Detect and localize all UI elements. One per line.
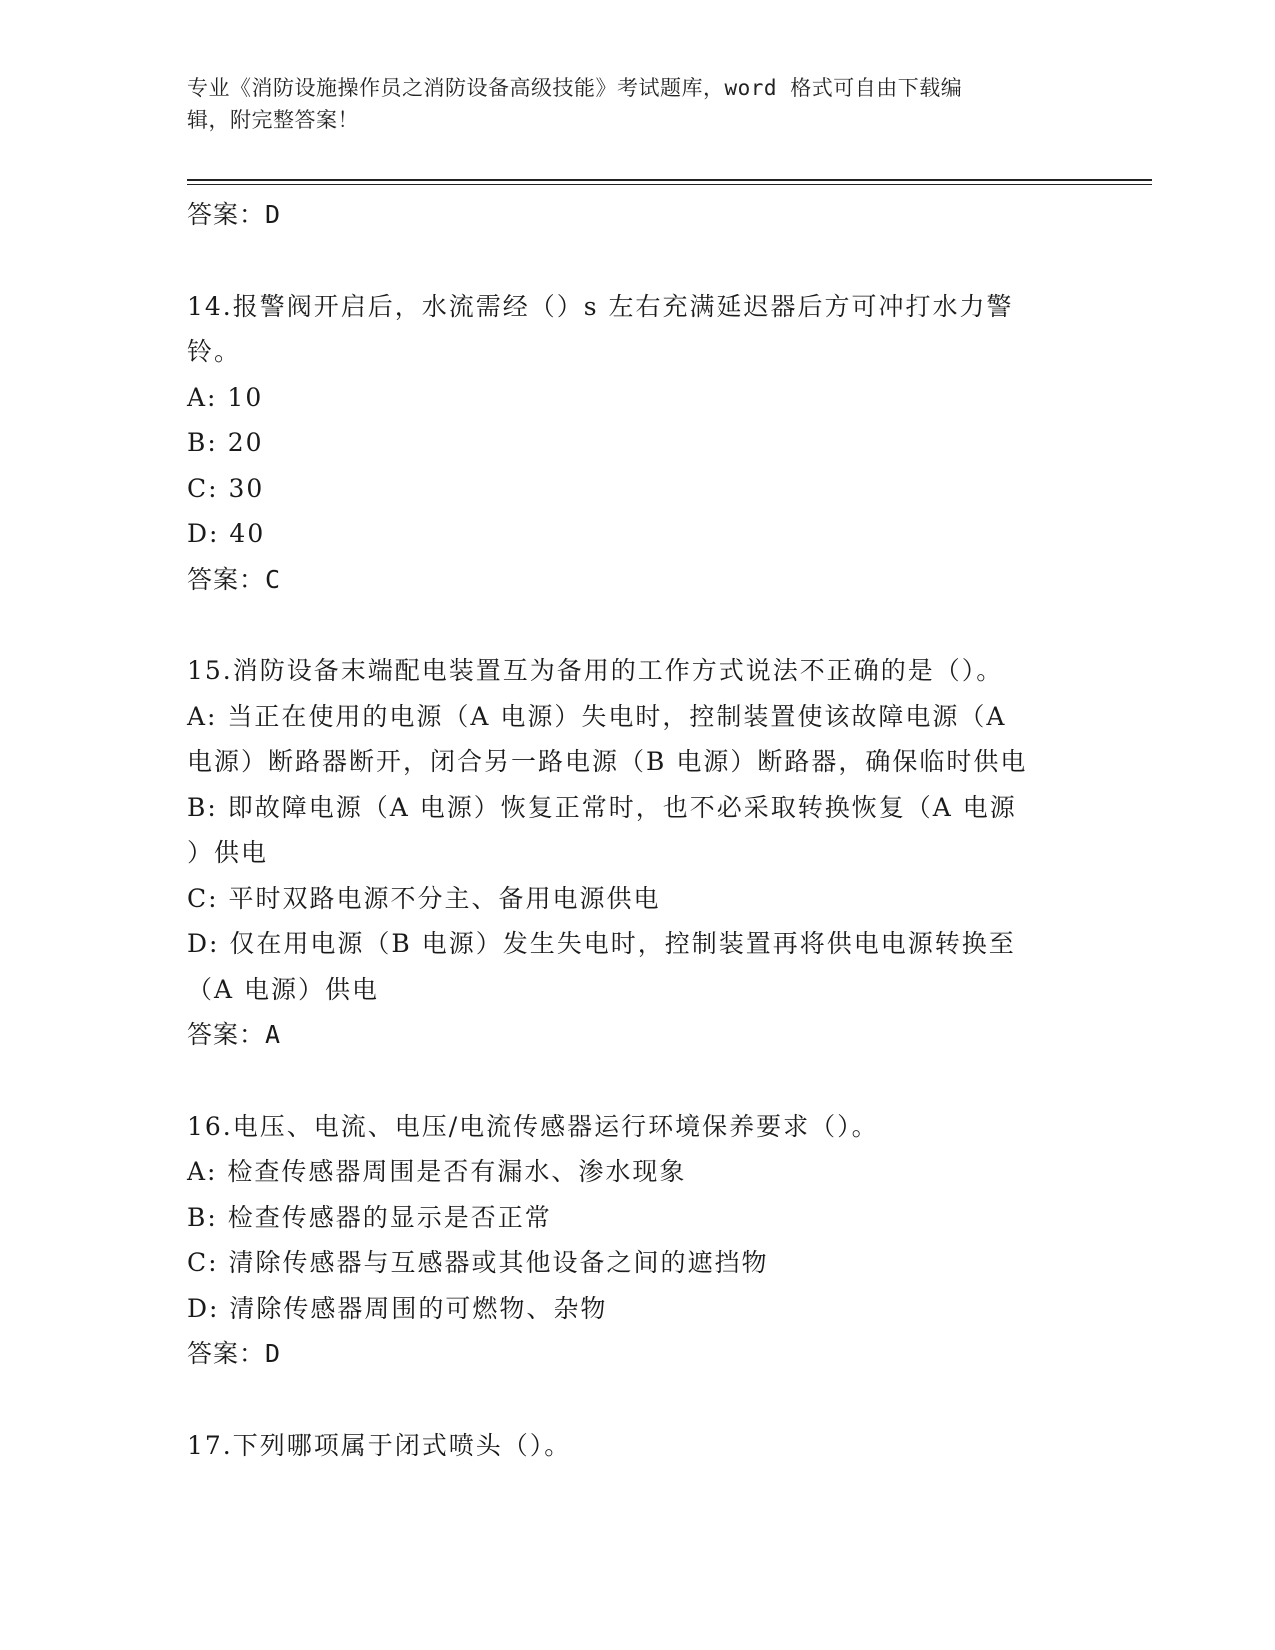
option-a: A: 当正在使用的电源（A 电源）失电时，控制装置使该故障电源（A — [187, 701, 1007, 731]
question-stem: 17.下列哪项属于闭式喷头（）。 — [187, 1430, 572, 1460]
option-b: B: 检查传感器的显示是否正常 — [187, 1202, 552, 1232]
header-line-1: 专业《消防设施操作员之消防设备高级技能》考试题库，word 格式可自由下载编 — [187, 76, 963, 100]
option-a: A: 10 — [187, 382, 264, 412]
question-15 — [187, 648, 1087, 1058]
question-stem-continued: 铃。 — [187, 337, 242, 366]
question-stem: 14.报警阀开启后，水流需经（）s 左右充满延迟器后方可冲打水力警 — [187, 291, 1014, 321]
spacer — [187, 238, 1087, 284]
question-stem: 16.电压、电流、电压/电流传感器运行环境保养要求（）。 — [187, 1111, 879, 1141]
option-b-continued: ）供电 — [187, 838, 269, 867]
header-divider-thick — [187, 179, 1152, 181]
option-c: C: 平时双路电源不分主、备用电源供电 — [187, 883, 661, 913]
answer: 答案：D — [187, 1339, 282, 1368]
option-a: A: 检查传感器周围是否有漏水、渗水现象 — [187, 1157, 687, 1186]
header-line-2: 辑，附完整答案！ — [187, 108, 359, 132]
option-d: D: 清除传感器周围的可燃物、杂物 — [187, 1293, 608, 1323]
option-d-continued: （A 电源）供电 — [187, 974, 380, 1004]
previous-answer: 答案：D — [187, 200, 282, 229]
question-stem: 15.消防设备末端配电装置互为备用的工作方式说法不正确的是（）。 — [187, 656, 1004, 685]
option-d: D: 仅在用电源（B 电源）发生失电时，控制装置再将供电电源转换至 — [187, 929, 1016, 958]
question-14 — [187, 284, 1087, 603]
option-b: B: 即故障电源（A 电源）恢复正常时，也不必采取转换恢复（A 电源 — [187, 792, 1017, 822]
option-d: D: 40 — [187, 519, 266, 548]
question-17 — [187, 1423, 1087, 1469]
option-c: C: 30 — [187, 473, 265, 503]
header-divider-thin — [187, 184, 1152, 185]
answer: 答案：A — [187, 1020, 282, 1049]
document-body — [187, 192, 1087, 1468]
spacer — [187, 1377, 1087, 1423]
question-16 — [187, 1104, 1087, 1377]
spacer — [187, 602, 1087, 648]
answer: 答案：C — [187, 564, 282, 594]
spacer — [187, 1058, 1087, 1104]
option-b: B: 20 — [187, 428, 264, 457]
document-header — [187, 72, 1087, 136]
option-a-continued: 电源）断路器断开，闭合另一路电源（B 电源）断路器，确保临时供电 — [187, 747, 1028, 776]
option-c: C: 清除传感器与互感器或其他设备之间的遮挡物 — [187, 1248, 769, 1277]
